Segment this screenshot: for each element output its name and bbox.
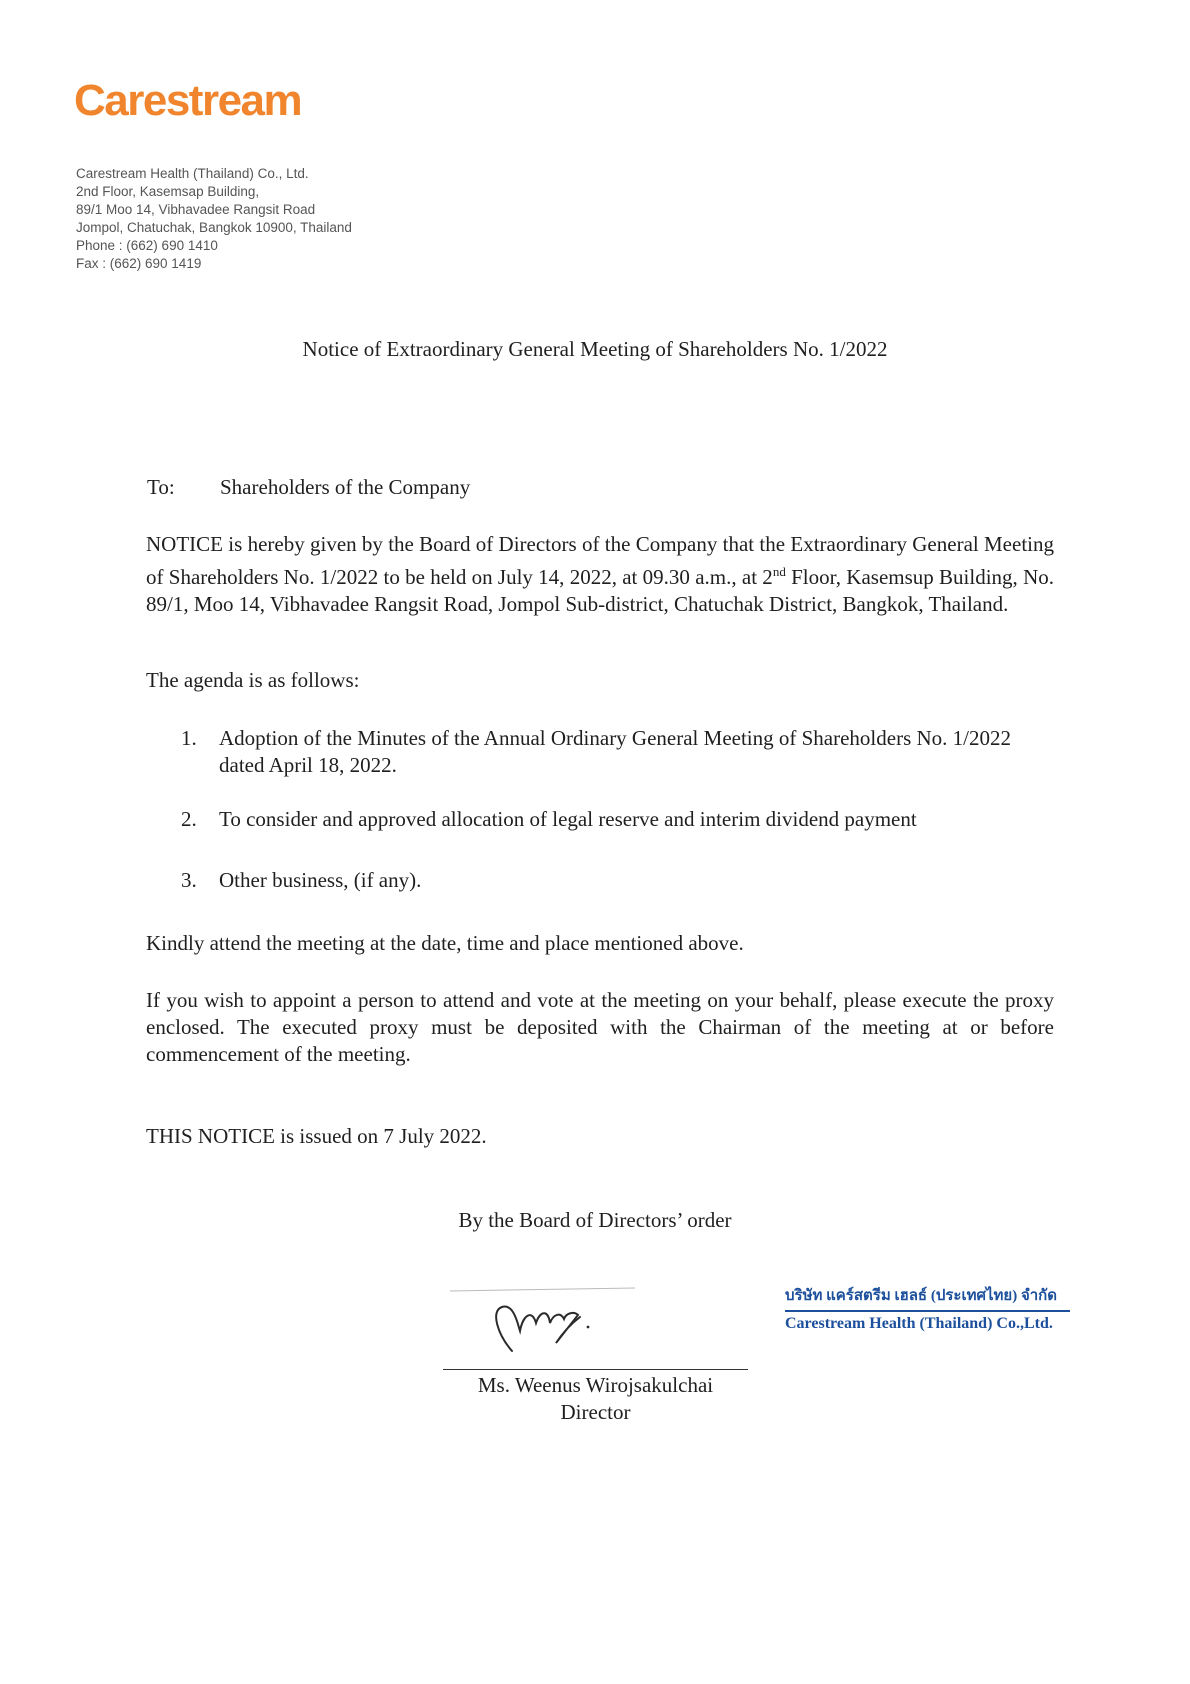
address-line: 2nd Floor, Kasemsap Building, <box>76 184 260 199</box>
address-line: Carestream Health (Thailand) Co., Ltd. <box>76 166 309 181</box>
phone-line: Phone : (662) 690 1410 <box>76 238 218 253</box>
agenda-number: 2. <box>181 807 197 831</box>
notice-text-start: NOTICE is hereby given by the Board of Directors of the Company that the Extraordinary General Meeting of Shareholders No. 1/2022 to be held on July 14, 2022, at 09.30 a.m., at 2 <box>146 532 1054 589</box>
proxy-paragraph: If you wish to appoint a person to attend and vote at the meeting on your behalf, please execute the proxy enclosed. The executed proxy must be deposited with the Chairman of the meeting at or before commencement of the meeting. <box>146 988 1054 1066</box>
address-line: Jompol, Chatuchak, Bangkok 10900, Thailand <box>76 220 352 235</box>
board-order: By the Board of Directors’ order <box>458 1208 732 1232</box>
fax-line: Fax : (662) 690 1419 <box>76 256 202 271</box>
issued-date: THIS NOTICE is issued on 7 July 2022. <box>146 1124 487 1148</box>
stamp-thai-name: บริษัท แคร์สตรีม เฮลธ์ (ประเทศไทย) จำกัด <box>785 1283 1070 1312</box>
signer-title: Director <box>560 1400 631 1424</box>
notice-superscript: nd <box>772 564 786 579</box>
signature-line <box>443 1369 748 1370</box>
address-line: 89/1 Moo 14, Vibhavadee Rangsit Road <box>76 202 316 217</box>
agenda-text: Other business, (if any). <box>219 868 422 892</box>
company-stamp <box>785 1283 1070 1333</box>
company-logo: Carestream <box>74 76 302 125</box>
signer-name: Ms. Weenus Wirojsakulchai <box>477 1373 714 1397</box>
company-address <box>76 165 352 273</box>
to-value: Shareholders of the Company <box>220 475 471 499</box>
notice-text-end: Floor, Kasemsup Building, No. 89/1, Moo 14, Vibhavadee Rangsit Road, Jompol Sub-district, Chatuchak District, Bangkok, Thailand. <box>146 565 1054 616</box>
agenda-text: To consider and approved allocation of legal reserve and interim dividend payment <box>219 807 917 831</box>
to-label: To: <box>147 475 175 499</box>
stamp-english-name: Carestream Health (Thailand) Co.,Ltd. <box>785 1315 1053 1332</box>
attend-paragraph: Kindly attend the meeting at the date, time and place mentioned above. <box>146 931 744 955</box>
notice-paragraph <box>146 531 1054 618</box>
agenda-text: Adoption of the Minutes of the Annual Ordinary General Meeting of Shareholders No. 1/2022 dated April 18, 2022. <box>219 726 1012 777</box>
handwritten-signature <box>440 1285 750 1375</box>
agenda-number: 3. <box>181 868 197 892</box>
document-title: Notice of Extraordinary General Meeting of Shareholders No. 1/2022 <box>302 337 888 361</box>
recipient-line <box>147 475 471 500</box>
agenda-number: 1. <box>181 726 197 750</box>
agenda-intro: The agenda is as follows: <box>146 668 360 692</box>
